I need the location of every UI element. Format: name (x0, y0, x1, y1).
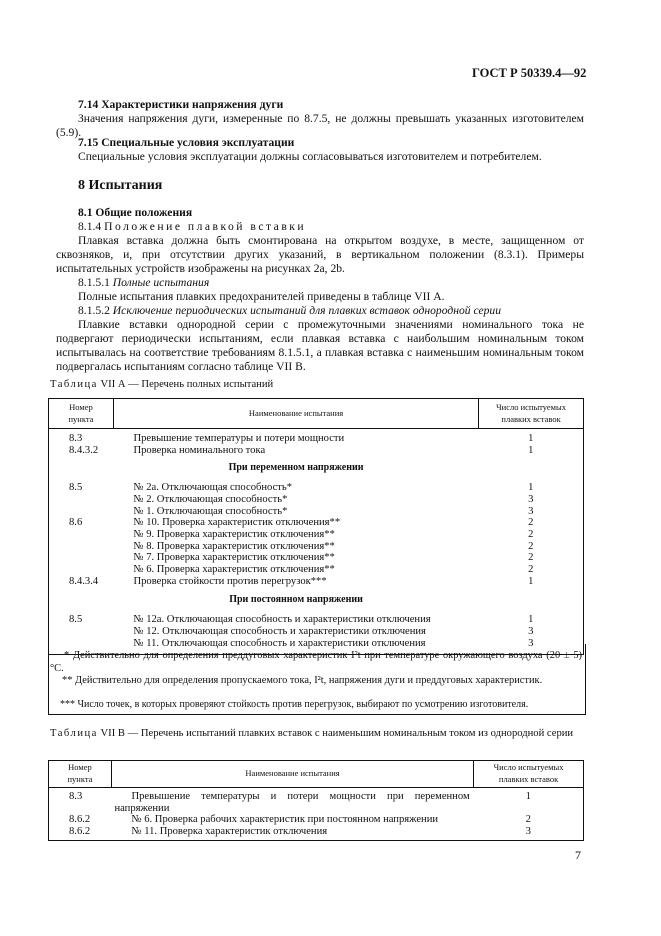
section-7-15-text: Специальные условия эксплуатации должны согласовываться изготовителем и потребителем. (78, 150, 542, 163)
section-8-1-5-2-text: Плавкие вставки однородной серии с промежуточными значениями номинального тока не подвергают периодически испытаниям, если плавкая вставка с наибольшим номинальным током испытывалась на соответствие требованиям 8.1.5.1, а плавкая вставка с наименьшим номинальным током подвергалась испытаниям согласно таблице VII В. (56, 318, 584, 373)
document-code: ГОСТ Р 50339.4—92 (472, 66, 587, 80)
section-8-1-5-1-text: Полные испытания плавких предохранителей приведены в таблице VII А. (78, 290, 445, 303)
section-8-1-5-1-number: 8.1.5.1 (78, 276, 110, 289)
section-7-15 (56, 136, 584, 164)
section-7-14-text: Значения напряжения дуги, измеренные по 8.7.5, не должны превышать указанных изготовителем (5.9). (56, 112, 584, 139)
table-a-footnote-frame (48, 644, 586, 715)
section-8-title: 8 Испытания (78, 178, 163, 193)
page-number: 7 (575, 848, 581, 862)
table-b-header-name: Наименование испытания (111, 761, 473, 788)
section-8-1-5-2-heading (56, 304, 584, 318)
table-b (48, 760, 584, 841)
section-8-1-4-text: Плавкая вставка должна быть смонтирована на открытом воздухе, в месте, защищенном от сквозняков, и, при отсутствии других указаний, в вертикальном положении (8.3.1). Примеры испытательных устройств изображены на рисунках 2а, 2b. (56, 234, 584, 275)
table-a-footnote-2: ** Действительно для определения пропускаемого тока, I²t, напряжения дуги и преддуговых характеристик. (62, 675, 543, 686)
table-a-header-name: Наименование испытания (113, 399, 478, 429)
table-a (48, 398, 584, 655)
table-row: 8.3 Превышение температуры и потери мощности при переменном напряжении 1 (69, 791, 531, 814)
table-row: № 9. Проверка характеристик отключения** 2 (133, 528, 534, 540)
section-7-14 (56, 98, 584, 140)
section-8-1-4-number: 8.1.4 (78, 220, 102, 233)
section-7-15-title: 7.15 Специальные условия эксплуатации (78, 136, 295, 149)
table-row: № 1. Отключающая способность* 3 (133, 505, 534, 517)
table-a-footnote-1: * Действительно для определения преддуговых характеристик I²t при температуре окружающего воздуха (20 ± 5) °С. (50, 650, 582, 674)
table-row: № 6. Проверка характеристик отключения** 2 (133, 564, 534, 576)
table-row: 8.6 № 10. Проверка характеристик отключения** 2 (69, 517, 534, 529)
table-row: № 12. Отключающая способность и характеристики отключения 3 (133, 625, 534, 637)
table-row: 8.5 № 12а. Отключающая способность и характеристики отключения 1 (69, 614, 534, 626)
section-8-1-5-1-heading (56, 276, 584, 290)
table-a-caption (50, 378, 273, 391)
table-b-header-count: Число испытуемых плавких вставок (493, 762, 564, 784)
section-8-1-4-title: Положение плавкой вставки (104, 220, 307, 233)
table-row: № 11. Отключающая способность и характеристики отключения 3 (133, 637, 534, 649)
table-a-header-number: Номер пункта (49, 399, 114, 429)
table-section-dc: При постоянном напряжении (229, 594, 363, 606)
section-8-1-4-heading (56, 220, 584, 234)
section-8-1-title: 8.1 Общие положения (78, 206, 193, 219)
section-8-1-5-2-title: Исключение периодических испытаний для плавких вставок однородной серии (112, 304, 502, 317)
table-row: № 2. Отключающая способность* 3 (133, 493, 534, 505)
table-b-caption-word: Таблица (50, 728, 98, 739)
table-row: 8.4.3.4 Проверка стойкости против перегрузок*** 1 (69, 575, 534, 587)
table-a-footnote-3: *** Число точек, в которых проверяют стойкость против перегрузок, выбирают по усмотрению изготовителя. (60, 699, 529, 710)
section-8-1-5-2-number: 8.1.5.2 (78, 304, 110, 317)
table-a-header-count: Число испытуемых плавких вставок (496, 401, 567, 424)
table-a-caption-rest: VII А — Перечень полных испытаний (100, 379, 274, 390)
table-row: № 7. Проверка характеристик отключения** 2 (133, 552, 534, 564)
table-row: 8.6.2 № 6. Проверка рабочих характеристик при постоянном напряжении 2 (69, 814, 531, 826)
table-section-ac: При переменном напряжении (228, 462, 364, 474)
table-row: 8.3 Превышение температуры и потери мощности 1 (69, 433, 534, 444)
table-row: 8.4.3.2 Проверка номинального тока 1 (69, 444, 534, 456)
table-a-caption-word: Таблица (50, 379, 98, 390)
table-row: 8.5 № 2а. Отключающая способность* 1 (69, 482, 534, 494)
table-row: № 8. Проверка характеристик отключения** 2 (133, 540, 534, 552)
table-b-header-number: Номер пункта (49, 761, 112, 788)
section-7-14-title: 7.14 Характеристики напряжения дуги (78, 98, 284, 111)
section-8-1-5-1-title: Полные испытания (112, 276, 210, 289)
table-b-caption-rest: VII В — Перечень испытаний плавких вставок с наименьшим номинальным током из однородной серии (100, 728, 574, 739)
table-b-caption (50, 727, 584, 740)
table-row: 8.6.2 № 11. Проверка характеристик отключения 3 (69, 826, 531, 838)
section-8-1 (56, 206, 584, 374)
